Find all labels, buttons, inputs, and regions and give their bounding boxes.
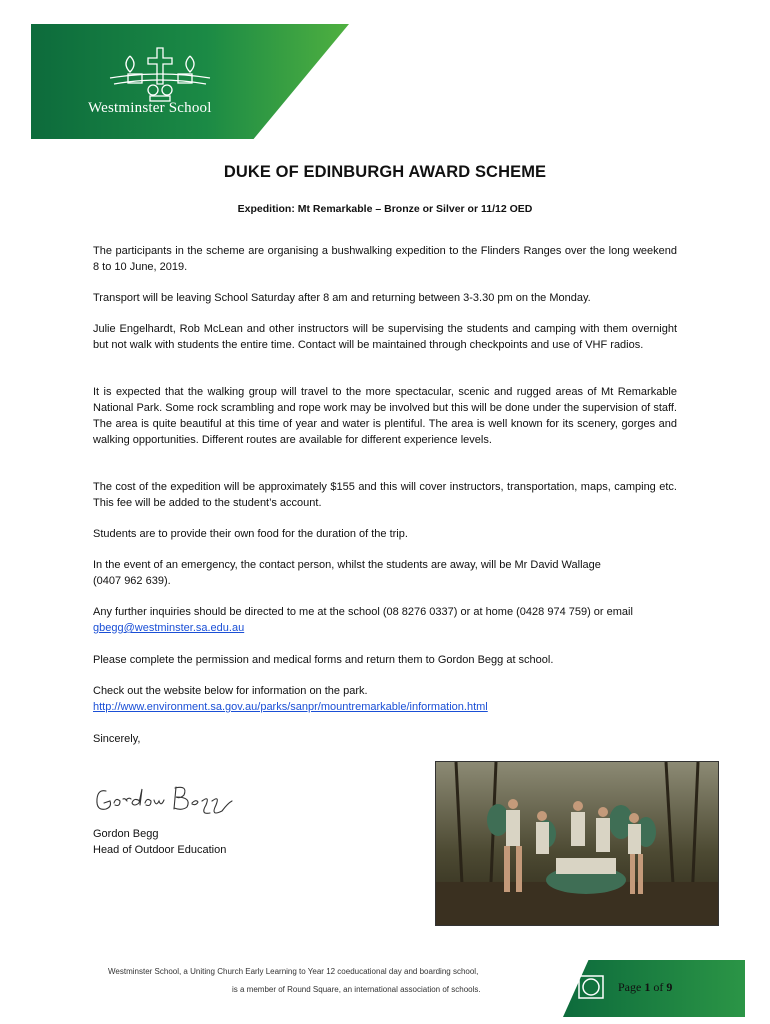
emergency-text: In the event of an emergency, the contact person, whilst the students are away, will be Mr David Wallage xyxy=(93,559,601,571)
footer-line-1: Westminster School, a Uniting Church Early Learning to Year 12 coeducational day and boarding school, xyxy=(108,967,479,976)
page-number xyxy=(618,980,672,995)
paragraph-website xyxy=(93,683,677,715)
paragraph-emergency xyxy=(93,557,677,589)
page-current: 1 xyxy=(644,980,651,994)
paragraph-location: It is expected that the walking group will travel to the more spectacular, scenic and rugged areas of Mt Remarkable National Park. Some rock scrambling and rope work may be involved but this will be done under the supervision of staff. The area is quite beautiful at this time of year and water is plentiful. The area is well known for its scenery, gorges and walking opportunities. Different routes are available for different experience levels. xyxy=(93,386,677,446)
website-link[interactable]: http://www.environment.sa.gov.au/parks/sanpr/mountremarkable/information.html xyxy=(93,701,488,713)
signer-role: Head of Outdoor Education xyxy=(93,844,227,856)
paragraph-transport: Transport will be leaving School Saturday after 8 am and returning between 3-3.30 pm on the Monday. xyxy=(93,292,591,304)
page-label: Page xyxy=(618,980,642,994)
paragraph-forms: Please complete the permission and medical forms and return them to Gordon Begg at school. xyxy=(93,654,554,666)
expedition-photo xyxy=(435,761,719,926)
inquiries-text: Any further inquiries should be directed to me at the school (08 8276 0337) or at home (0428 974 759) or email xyxy=(93,606,633,618)
document-title: DUKE OF EDINBURGH AWARD SCHEME xyxy=(223,163,547,181)
paragraph-expedition: The participants in the scheme are organising a bushwalking expedition to the Flinders Ranges over the long weekend 8 to 10 June, 2019. xyxy=(93,245,677,273)
school-name: Westminster School xyxy=(88,100,212,116)
document-subtitle: Expedition: Mt Remarkable – Bronze or Silver or 11/12 OED xyxy=(237,203,533,215)
closing-salutation: Sincerely, xyxy=(93,733,141,745)
signer-name: Gordon Begg xyxy=(93,828,159,840)
paragraph-supervision: Julie Engelhardt, Rob McLean and other instructors will be supervising the students and camping with them overnight but not walk with students the entire time. Contact will be maintained through checkpoints and use of VHF radios. xyxy=(93,323,677,351)
paragraph-food: Students are to provide their own food for the duration of the trip. xyxy=(93,528,408,540)
paragraph-inquiries xyxy=(93,604,677,636)
email-link[interactable]: gbegg@westminster.sa.edu.au xyxy=(93,622,245,634)
signature xyxy=(92,775,242,823)
round-square-icon xyxy=(578,975,604,999)
website-text: Check out the website below for information on the park. xyxy=(93,685,368,697)
school-crest-icon xyxy=(100,46,220,102)
page-total: 9 xyxy=(666,980,673,994)
paragraph-cost: The cost of the expedition will be approximately $155 and this will cover instructors, transportation, maps, camping etc. This fee will be added to the student’s account. xyxy=(93,481,677,509)
footer-line-2: is a member of Round Square, an international association of schools. xyxy=(232,985,481,994)
emergency-phone: (0407 962 639). xyxy=(93,575,171,587)
page-of: of xyxy=(653,980,664,994)
